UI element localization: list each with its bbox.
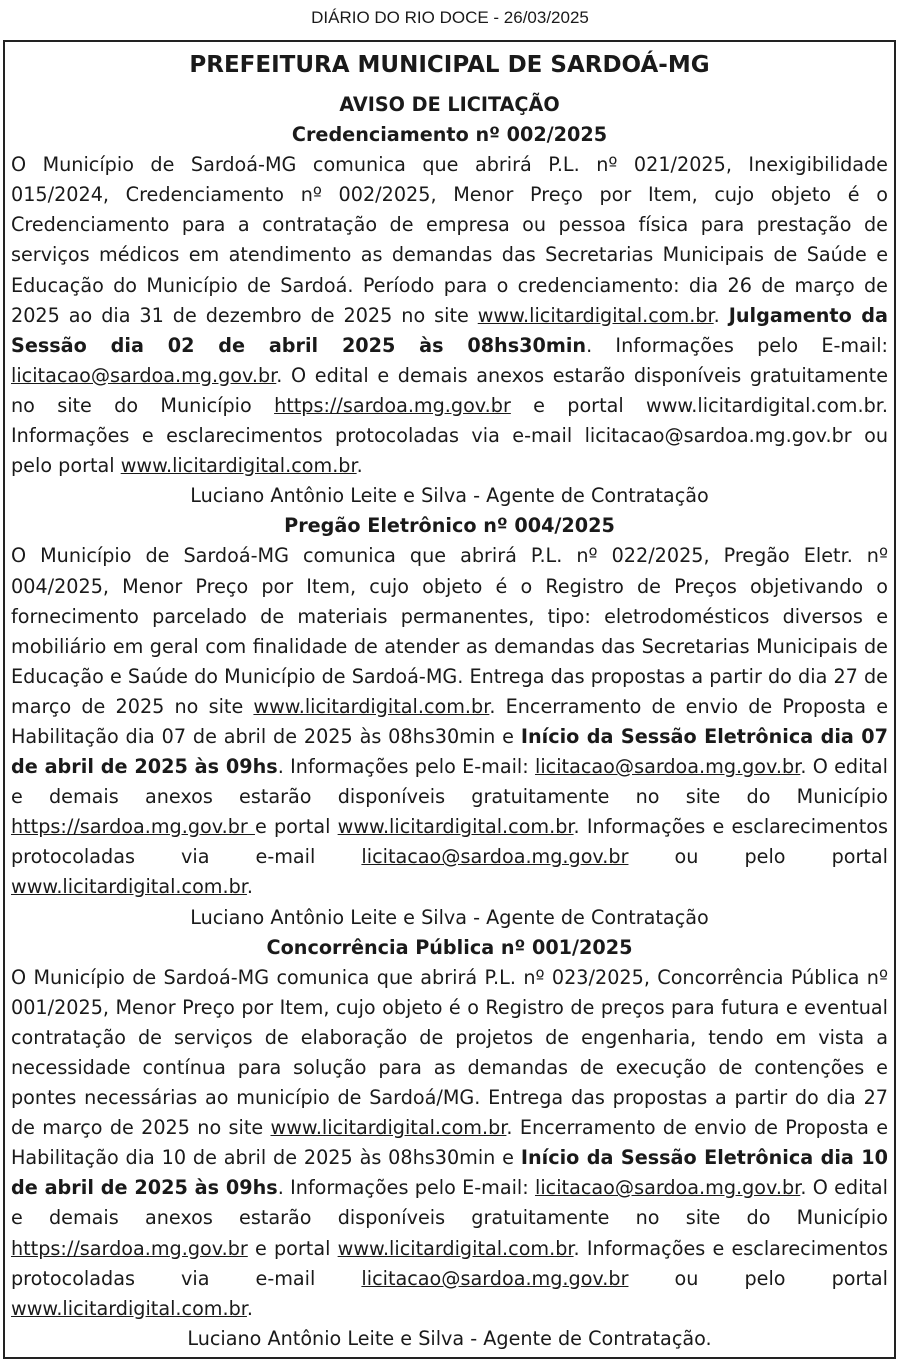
body-text: ou pelo portal: [628, 845, 888, 869]
body-text: .: [713, 303, 729, 327]
municipality-site-link[interactable]: https://sardoa.mg.gov.br: [274, 393, 511, 417]
section-body: [11, 541, 888, 902]
body-text: . O edital e demais anexos estarão disponíveis gratuitamente no site do Município: [11, 1176, 889, 1230]
signature: Luciano Antônio Leite e Silva - Agente de Contratação.: [187, 1326, 712, 1350]
newspaper-header: DIÁRIO DO RIO DOCE - 26/03/2025: [311, 8, 589, 27]
body-text: . Encerramento de envio de Proposta e Habilitação dia 10 de abril de 2025 às 08hs30min e: [11, 1116, 889, 1170]
body-text: .: [246, 875, 254, 899]
email-link[interactable]: licitacao@sardoa.mg.gov.br: [535, 1176, 801, 1200]
body-text: ou pelo portal: [628, 1266, 888, 1290]
body-text: .: [246, 1296, 254, 1320]
signature: Luciano Antônio Leite e Silva - Agente de Contratação: [190, 484, 709, 508]
body-text: . Informações pelo E-mail:: [277, 1176, 536, 1200]
section-body: [11, 963, 888, 1324]
notice-box: [3, 40, 896, 1359]
municipality-site-link[interactable]: https://sardoa.mg.gov.br: [11, 1236, 248, 1260]
body-text: . Informações pelo E-mail:: [277, 755, 536, 779]
municipality-site-link[interactable]: https://sardoa.mg.gov.br: [11, 815, 255, 839]
body-text: . Informações pelo E-mail:: [586, 333, 888, 357]
section-heading: Concorrência Pública nº 001/2025: [266, 935, 633, 959]
licitardigital-link[interactable]: www.licitardigital.com.br: [120, 454, 357, 478]
email-link[interactable]: licitacao@sardoa.mg.gov.br: [11, 363, 277, 387]
body-text: .: [356, 454, 363, 478]
licitardigital-link[interactable]: www.licitardigital.com.br: [270, 1116, 507, 1140]
licitardigital-link[interactable]: www.licitardigital.com.br: [477, 303, 714, 327]
body-text: O Município de Sardoá-MG comunica que abrirá P.L. nº 023/2025, Concorrência Pública nº 001/2025, Menor Preço por Item, cujo objeto é o Registro de preços para futura e eventual contratação de serviços de elaboração de projetos de engenharia, tendo em vista a necessidade contínua para solução para as demandas de execução de contenções e pontes necessárias ao município de Sardoá/MG. Entrega das propostas a partir do dia 27 de março de 2025 no site: [11, 965, 888, 1140]
session-date: Julgamento da Sessão dia 02 de abril 2025 às 08hs30min: [11, 303, 888, 357]
body-text: . O edital e demais anexos estarão disponíveis gratuitamente no site do Município: [11, 363, 888, 417]
body-text: e portal: [247, 1236, 338, 1260]
page-title: PREFEITURA MUNICIPAL DE SARDOÁ-MG: [189, 52, 710, 78]
body-text: . Informações e esclarecimentos protocoladas via e-mail: [11, 815, 888, 869]
body-text: . O edital e demais anexos estarão disponíveis gratuitamente no site do Município: [11, 755, 889, 809]
section-heading: Credenciamento nº 002/2025: [291, 123, 608, 147]
body-text: e portal: [254, 815, 338, 839]
signature: Luciano Antônio Leite e Silva - Agente de Contratação: [190, 905, 709, 929]
body-text: . Encerramento de envio de Proposta e Habilitação dia 07 de abril de 2025 às 08hs30min e: [11, 694, 889, 748]
session-date: Início da Sessão Eletrônica dia 10 de abril de 2025 às 09hs: [11, 1146, 888, 1200]
licitardigital-link[interactable]: www.licitardigital.com.br: [337, 815, 574, 839]
body-text: O Município de Sardoá-MG comunica que abrirá P.L. nº 022/2025, Pregão Eletr. nº 004/2025, Menor Preço por Item, cujo objeto é o Registro de Preços objetivando o fornecimento parcelado de materiais permanentes, tipo: eletrodomésticos diversos e mobiliário em geral com finalidade de atender as demandas das Secretarias Municipais de Educação e Saúde do Município de Sardoá-MG. Entrega das propostas a partir do dia 27 de março de 2025 no site: [11, 544, 888, 718]
session-date: Início da Sessão Eletrônica dia 07 de abril de 2025 às 09hs: [11, 724, 888, 779]
email-link[interactable]: licitacao@sardoa.mg.gov.br: [361, 845, 629, 869]
body-text: e portal www.licitardigital.com.br. Informações e esclarecimentos protocoladas via e-mail licitacao@sardoa.mg.gov.br ou pelo portal: [11, 393, 889, 478]
licitardigital-link[interactable]: www.licitardigital.com.br: [11, 875, 247, 899]
licitardigital-link[interactable]: www.licitardigital.com.br: [11, 1296, 247, 1320]
body-text: O Município de Sardoá-MG comunica que abrirá P.L. nº 021/2025, Inexigibilidade 015/2024, Credenciamento nº 002/2025, Menor Preço por Item, cujo objeto é o Credenciamento para a contratação de empresa ou pessoa física para prestação de serviços médicos em atendimento as demandas das Secretarias Municipais de Saúde e Educação do Município de Sardoá. Período para o credenciamento: dia 26 de março de 2025 ao dia 31 de dezembro de 2025 no site: [11, 153, 888, 327]
section-heading: Pregão Eletrônico nº 004/2025: [284, 514, 615, 538]
email-link[interactable]: licitacao@sardoa.mg.gov.br: [361, 1266, 629, 1290]
section-body: [11, 150, 888, 481]
licitardigital-link[interactable]: www.licitardigital.com.br: [253, 694, 490, 718]
licitardigital-link[interactable]: www.licitardigital.com.br: [337, 1236, 574, 1260]
body-text: . Informações e esclarecimentos protocoladas via e-mail: [11, 1236, 888, 1290]
email-link[interactable]: licitacao@sardoa.mg.gov.br: [535, 755, 801, 779]
notice-title: AVISO DE LICITAÇÃO: [339, 93, 560, 116]
